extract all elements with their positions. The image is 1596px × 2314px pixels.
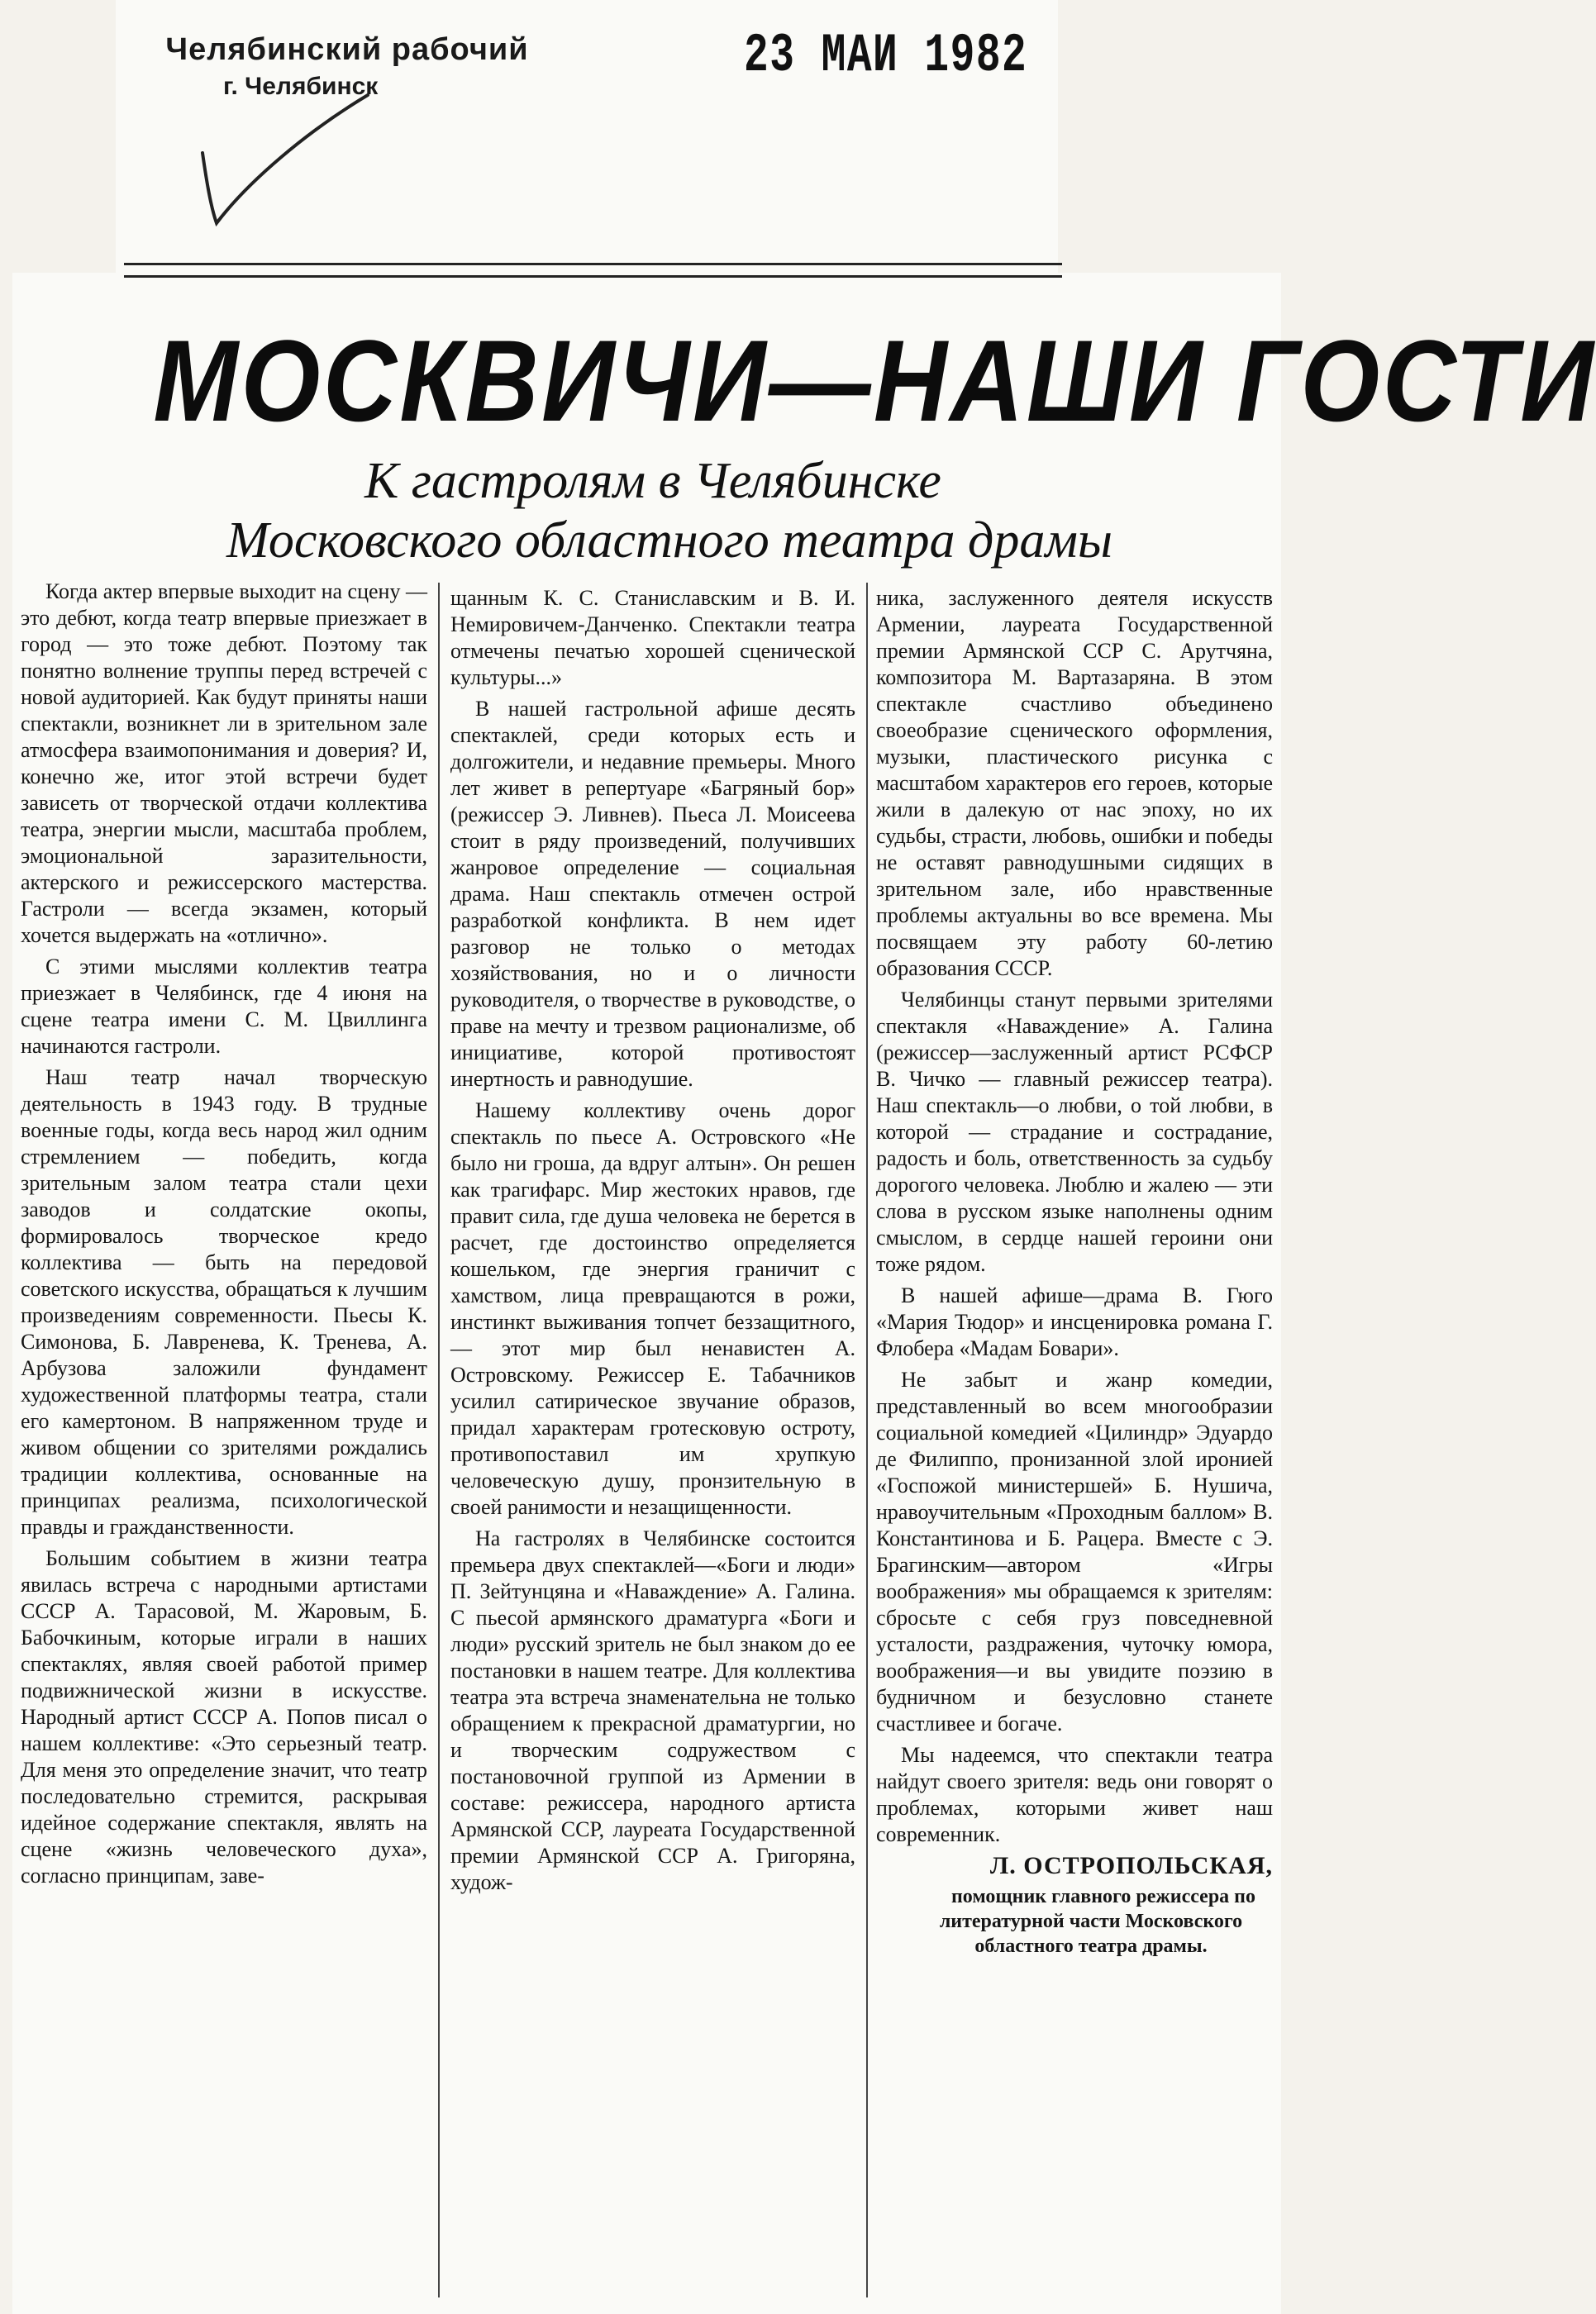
author-position: помощник главного режиссера по литературной части Московского областного театра драмы. [939,1886,1256,1957]
date-stamp: 23 МАИ 1982 [744,25,1028,87]
article-column-2 [450,585,855,2314]
paragraph: Большим событием в жизни театра явилась встреча с народными артистами СССР А. Тарасовой, М. Жаровым, Б. Бабочкиным, которые играли в наших спектаклях, являя своей работой пример подвижнической жизни в искусстве. Народный артист СССР А. Попов писал о нашем коллективе: «Это серьезный театр. Для меня это определение значит, что театр последовательно стремится, раскрывая идейное содержание спектакля, являть на сцене «жизнь человеческого духа», согласно принципам, заве- [21,1546,427,1888]
header-double-rule [124,263,1062,278]
paragraph: В нашей афише—драма В. Гюго «Мария Тюдор» и инсценировка романа Г. Флобера «Мадам Бовари». [876,1283,1273,1360]
paragraph: щанным К. С. Станиславским и В. И. Немировичем-Данченко. Спектакли театра отмечены печатью хорошей сценической культуры...» [450,586,855,689]
newspaper-name: Челябинский рабочий [165,32,529,67]
article-headline: МОСКВИЧИ—НАШИ ГОСТИ [153,316,1596,445]
paragraph: На гастролях в Челябинске состоится премьера двух спектаклей—«Боги и люди» П. Зейтунцяна и «Наваждение» А. Галина. С пьесой армянского драматурга «Боги и люди» русский зритель не был знаком до ее постановки в нашем театре. Для коллектива театра эта встреча знаменательна не только обращением к прекрасной драматургии, но и творческим содружеством с постановочной группой из Армении в составе: режиссера, народного артиста Армянской ССР, лауреата Государственной премии Армянской ССР А. Григоряна, худож- [450,1526,855,1894]
paragraph: Челябинцы станут первыми зрителями спектакля «Наваждение» А. Галина (режиссер—заслуженный артист РСФСР В. Чичко — главный режиссер театра). Наш спектакль—о любви, о той любви, в которой — страдание и сострадание, радость и боль, ответственность за судьбу дорогого человека. Люблю и жалею — эти слова в русском языке наполнены одним смыслом, в сердце нашей героини они тоже рядом. [876,988,1273,1276]
paragraph: ника, заслуженного деятеля искусств Армении, лауреата Государственной премии Армянской ССР С. Арутчяна, композитора М. Вартазаряна. В этом спектакле счастливо объединено своеобразие сценического оформления, музыки, пластического рисунка с масштабом характеров его героев, которые жили в далекую от нас эпоху, но их судьбы, страсти, любовь, ошибки и победы не оставят равнодушными сидящих в зрительном зале, ибо нравственные проблемы актуальны во все времена. Мы посвящаем эту работу 60-летию образования СССР. [876,586,1273,980]
paragraph: С этими мыслями коллектив театра приезжает в Челябинск, где 4 июня на сцене театра имени С. М. Цвиллинга начинаются гастроли. [21,955,427,1058]
author-name: Л. ОСТРОПОЛЬСКАЯ, [989,1852,1273,1879]
paragraph: Нашему коллективу очень дорог спектакль по пьесе А. Островского «Не было ни гроша, да вдруг алтын». Он решен как трагифарс. Мир жестоких нравов, где правит сила, где душа человека не берется в расчет, где достоинство определяется кошельком, где энергия граничит с хамством, лица превращаются в рожи, инстинкт выживания топчет беззащитного, — этот мир был ненавистен А. Островскому. Режиссер Е. Табачников усилил сатирическое звучание образов, придал характерам гротесковую остроту, противопоставил им хрупкую человеческую душу, пронзительную в своей ранимости и незащищенности. [450,1098,855,1519]
paragraph: В нашей гастрольной афише десять спектаклей, среди которых есть и долгожители, и недавние премьеры. Много лет живет в репертуаре «Багряный бор» (режиссер Э. Ливнев). Пьеса Л. Моисеева стоит в ряду произведений, получивших жанровое определение — социальная драма. Наш спектакль отмечен острой разработкой конфликта. В нем идет разговор не только о методах хозяйствования, но и о личности руководителя, о творчестве в руководстве, о праве на мечту и трезвом рационализме, об инициативе, которой противостоят инертность и равнодушие. [450,697,855,1091]
article-subheadline-2: Московского областного театра драмы [226,512,1112,569]
handwritten-check-mark [182,91,372,231]
paragraph: Мы надеемся, что спектакли театра найдут своего зрителя: ведь они говорят о проблемах, которыми живет наш современник. [876,1743,1273,1846]
column-divider [866,583,868,2297]
article-column-3 [876,585,1273,2314]
article-subheadline-1: К гастролям в Челябинске [364,453,941,509]
newspaper-city: г. Челябинск [223,73,379,100]
article-column-1 [21,578,427,2314]
paragraph: Не забыт и жанр комедии, представленный во всем многообразии социальной комедией «Цилиндр» Эдуардо де Филиппо, пронизанной злой иронией «Госпожой министершей» Б. Нушича, нравоучительным «Проходным баллом» В. Константинова и Б. Рацера. Вместе с Э. Брагинским—автором «Игры воображения» мы обращаемся к зрителям: сбросьте с себя груз повседневной усталости, раздражения, чуточку юмора, воображения—и вы увидите поэзию в будничном и безусловно станете счастливее и богаче. [876,1368,1273,1736]
paragraph: Наш театр начал творческую деятельность в 1943 году. В трудные военные годы, когда весь народ жил одним стремлением — победить, когда зрительным залом театра стали цехи заводов и солдатские окопы, формировалось творческое кредо коллектива — быть на передовой советского искусства, обращаться к лучшим произведениям современности. Пьесы К. Симонова, Б. Лавренева, К. Тренева, А. Арбузова заложили фундамент художественной платформы театра, стали его камертоном. В напряженном труде и живом общении со зрителями рождались традиции коллектива, основанные на принципах реализма, психологической правды и гражданственности. [21,1065,427,1539]
paragraph: Когда актер впервые выходит на сцену — это дебют, когда театр впервые приезжает в город — это тоже дебют. Поэтому так понятно волнение труппы перед встречей с новой аудиторией. Как будут приняты наши спектакли, возникнет ли в зрительном зале атмосфера взаимопонимания и доверия? И, конечно же, итог этой встречи будет зависеть от творческой отдачи коллектива театра, энергии мысли, масштаба проблем, эмоциональной заразительности, актерского и режиссерского мастерства. Гастроли — всегда экзамен, который хочется выдержать на «отлично». [21,579,427,947]
column-divider [438,583,440,2297]
